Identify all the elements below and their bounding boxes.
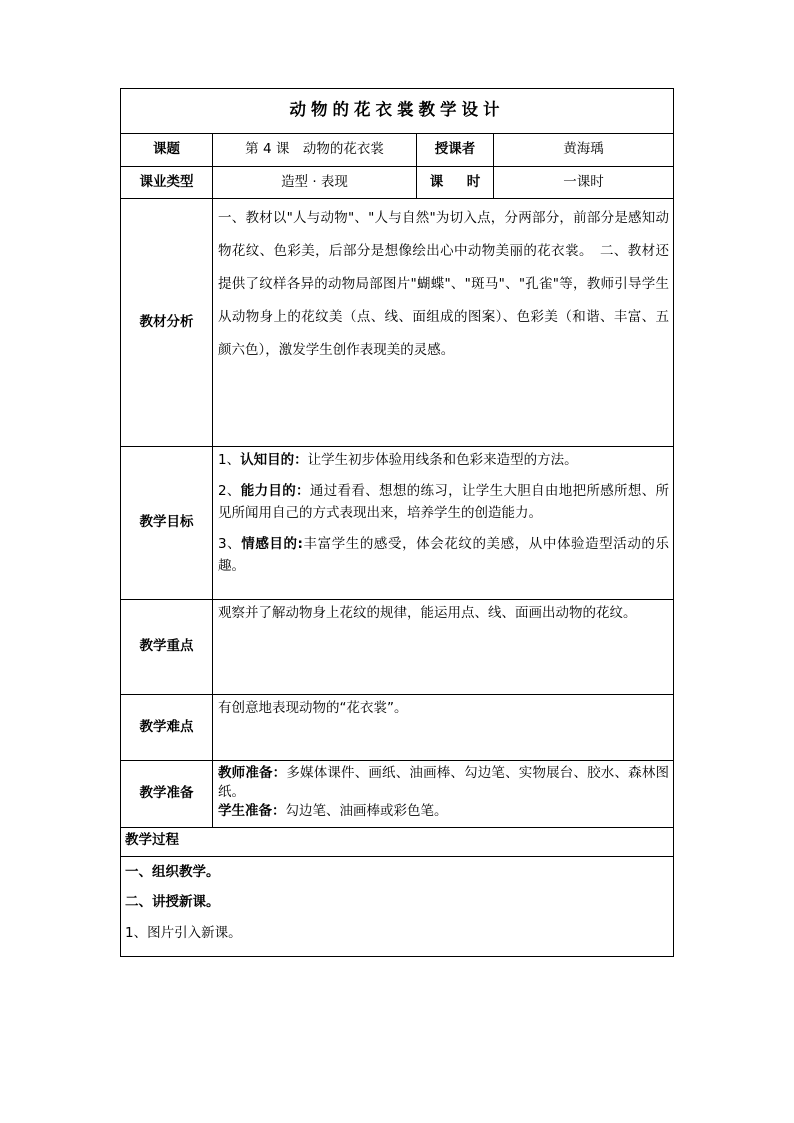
- student-preparation: [218, 802, 669, 821]
- key-point-text: 观察并了解动物身上花纹的规律，能运用点、线、面画出动物的花纹。: [218, 605, 637, 622]
- topic-label: 课题: [121, 134, 213, 167]
- preparation-label: 教学准备: [121, 761, 213, 827]
- lesson-type-value: 造型 · 表现: [213, 166, 417, 199]
- goal-text: 丰富学生的感受，体会花纹的美感，从中体验造型活动的乐趣。: [218, 535, 669, 574]
- process-label: 教学过程: [121, 827, 674, 857]
- goal-title: 认知目的：: [240, 452, 308, 469]
- table-row-preparation: [121, 761, 674, 827]
- process-step: 二、讲授新课。: [125, 894, 220, 911]
- difficulty-label: 教学难点: [121, 695, 213, 761]
- table-row-key-point: [121, 600, 674, 695]
- difficulty-content: [213, 695, 674, 761]
- analysis-label: 教材分析: [121, 199, 213, 447]
- process-content: [121, 857, 674, 957]
- goal-text: 让学生初步体验用线条和色彩来造型的方法。: [307, 452, 578, 469]
- table-row-process-header: [121, 827, 674, 857]
- student-preparation-title: 学生准备：: [218, 803, 286, 820]
- lesson-type-label: 课业类型: [121, 166, 213, 199]
- goals-label: 教学目标: [121, 447, 213, 600]
- difficulty-text: 有创意地表现动物的“花衣裳”。: [218, 700, 408, 717]
- teacher-preparation-title: 教师准备：: [218, 765, 287, 782]
- goal-item: [218, 450, 669, 472]
- student-preparation-text: 勾边笔、油画棒或彩色笔。: [285, 803, 448, 820]
- teacher-preparation: [218, 764, 669, 802]
- table-row-title: [121, 89, 674, 134]
- goal-number: 1、: [218, 452, 241, 469]
- table-row-goals: [121, 447, 674, 600]
- process-step: 一、组织教学。: [125, 864, 220, 881]
- preparation-content: [213, 761, 674, 827]
- teacher-label: 授课者: [417, 134, 494, 167]
- teacher-preparation-text: 多媒体课件、画纸、油画棒、勾边笔、实物展台、胶水、森林图纸。: [218, 765, 669, 801]
- goal-title: 能力目的：: [240, 482, 310, 499]
- table-row-difficulty: [121, 695, 674, 761]
- table-row-process-body: [121, 857, 674, 957]
- period-label: 课 时: [417, 166, 494, 199]
- analysis-paragraph: 一、教材以"人与动物"、"人与自然"为切入点，分两部分，前部分是感知动物花纹、色彩美，后部分是想像绘出心中动物美丽的花衣裳。 二、教材还提供了纹样各异的动物局部图片"蝴蝶"、"斑马"、"孔雀"等，教师引导学生从动物身上的花纹美（点、线、面组成的图案）、色彩美（和谐、丰富、五颜六色），激发学生创作表现美的灵感。: [218, 210, 669, 359]
- process-step: 1、图片引入新课。: [125, 924, 242, 941]
- goal-item: [218, 481, 669, 525]
- goals-content: [213, 447, 674, 600]
- title-cell: [121, 89, 674, 134]
- key-point-content: [213, 600, 674, 695]
- table-row-lesson-type: [121, 166, 674, 199]
- teacher-value: 黄海瑀: [494, 134, 674, 167]
- key-point-label: 教学重点: [121, 600, 213, 695]
- goal-text: 通过看看、想想的练习，让学生大胆自由地把所感所想、所见所闻用自己的方式表现出来，培养学生的创造能力。: [218, 482, 670, 521]
- period-value: 一课时: [494, 166, 674, 199]
- goal-number: 2、: [218, 482, 241, 499]
- goal-item: [218, 534, 669, 578]
- goal-number: 3、: [218, 535, 242, 552]
- goal-title: 情感目的:: [241, 535, 303, 552]
- topic-value: 第 4 课 动物的花衣裳: [213, 134, 417, 167]
- analysis-content: [213, 199, 674, 447]
- table-row-analysis: [121, 199, 674, 447]
- lesson-plan-table: [120, 88, 674, 957]
- page-title: 动物的花衣裳教学设计: [289, 100, 505, 120]
- table-row-topic: [121, 134, 674, 167]
